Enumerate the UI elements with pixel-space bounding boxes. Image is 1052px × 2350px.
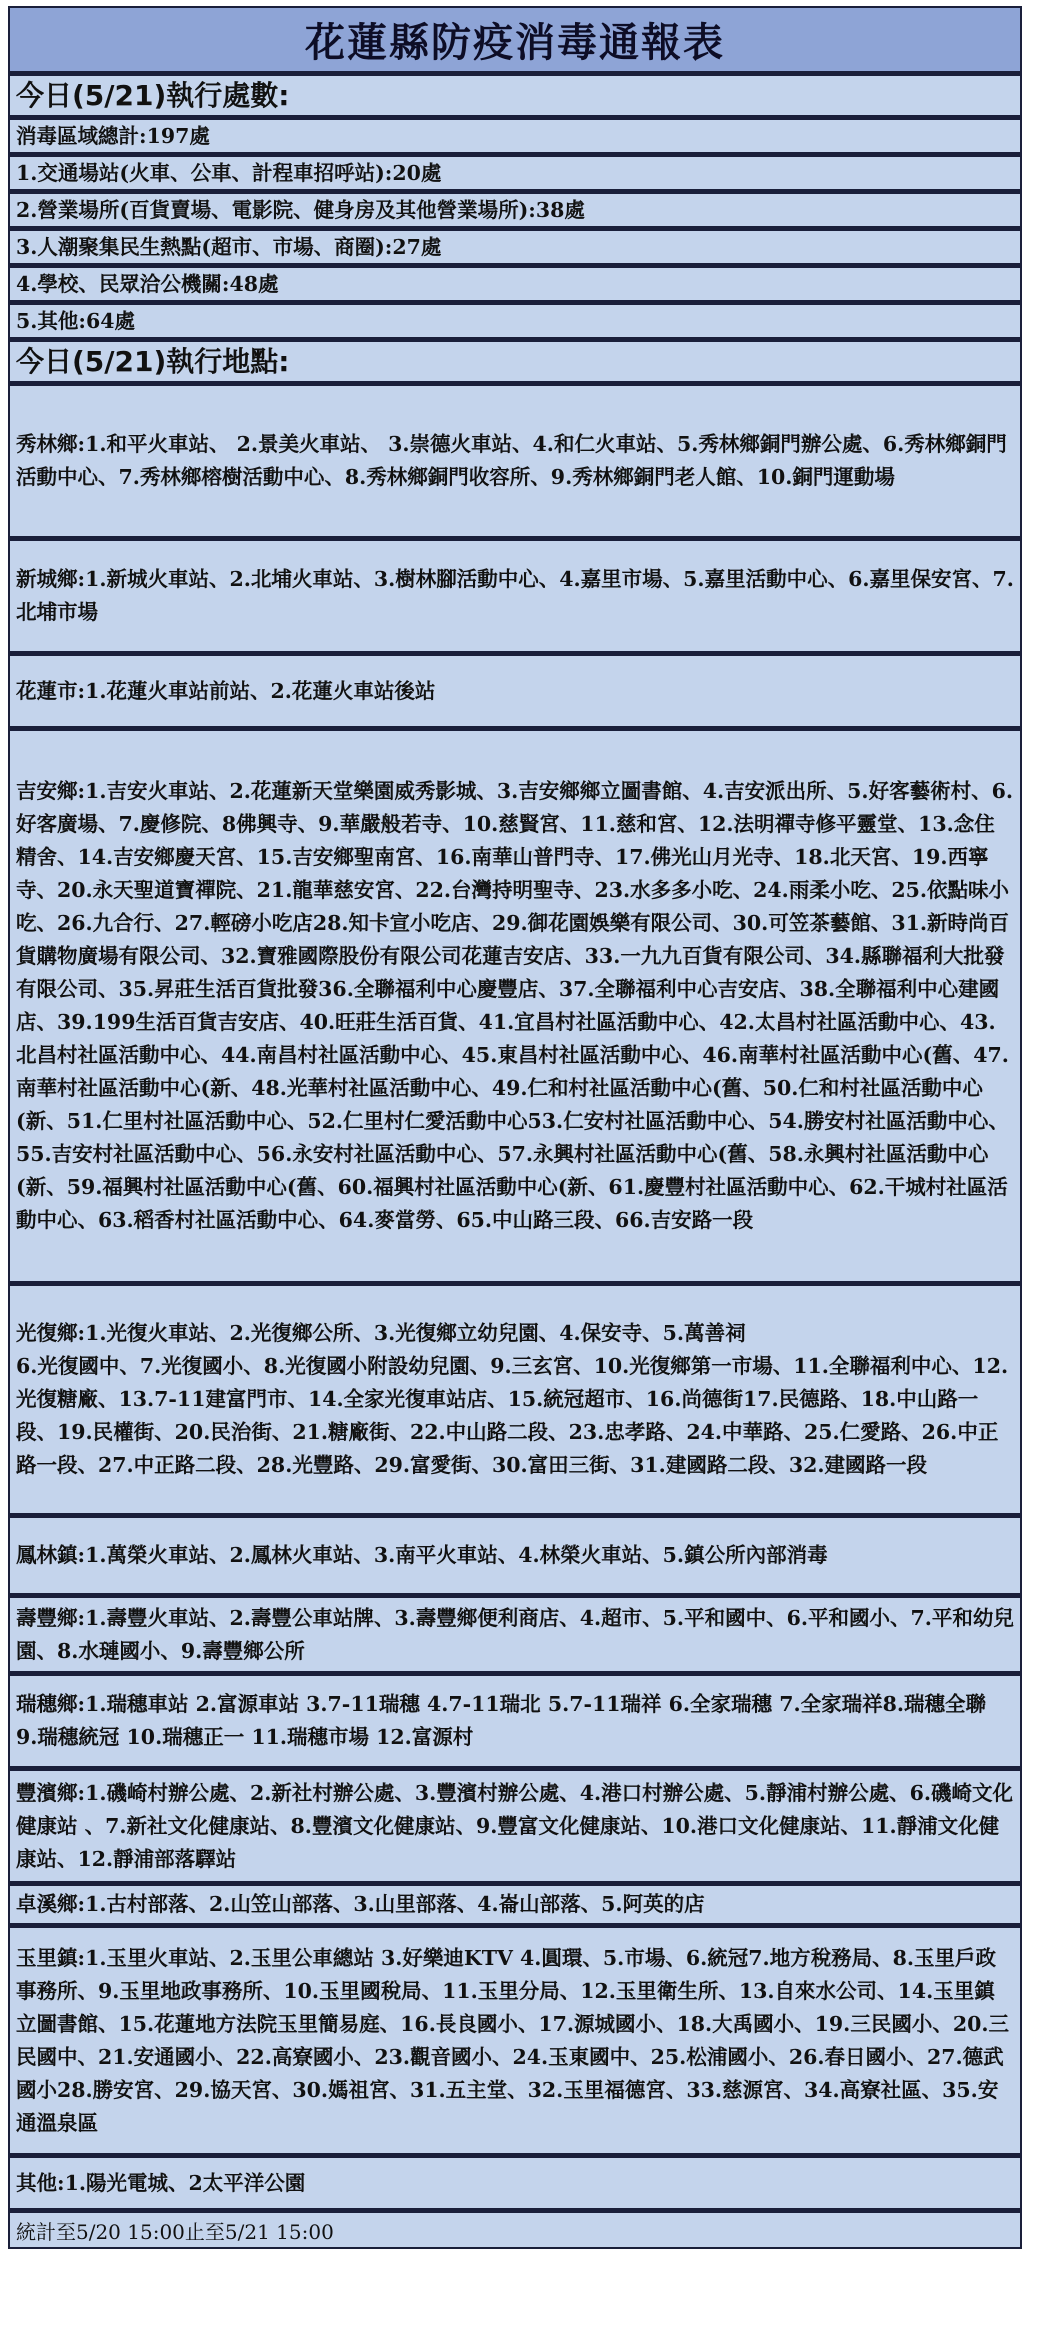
location-jian: [10, 731, 1020, 1286]
location-yuli: [10, 1928, 1020, 2158]
count-other: 5.其他:64處: [10, 305, 1020, 342]
count-total: 消毒區域總計:197處: [10, 120, 1020, 157]
location-fenglin: [10, 1518, 1020, 1598]
report-title: 花蓮縣防疫消毒通報表: [10, 8, 1020, 76]
disinfection-report-table: [8, 6, 1022, 2249]
count-crowd-hotspots: 3.人潮聚集民生熱點(超市、市場、商圈):27處: [10, 231, 1020, 268]
location-heading: 今日(5/21)執行地點:: [10, 342, 1020, 386]
location-text: 鳳林鎮:1.萬榮火車站、2.鳳林火車站、3.南平火車站、4.林榮火車站、5.鎮公所內部消毒: [16, 1543, 828, 1567]
location-text: 玉里鎮:1.玉里火車站、2.玉里公車總站 3.好樂迪KTV 4.圓環、5.市場、6.統冠7.地方稅務局、8.玉里戶政事務所、9.玉里地政事務所、10.玉里國稅局、11.玉里分局、12.玉里衛生所、13.自來水公司、14.玉里鎮立圖書館、15.花蓮地方法院玉里簡易庭、16.長良國小、17.源城國小、18.大禹國小、19.三民國小、20.三民國中、21.安通國小、22.高寮國小、23.觀音國小、24.玉東國中、25.松浦國小、26.春日國小、27.德武國小28.勝安宮、29.協天宮、30.媽祖宮、31.五主堂、32.玉里福德宮、33.慈源宮、34.高寮社區、35.安通溫泉區: [16, 1945, 1009, 2135]
location-shoufeng: [10, 1598, 1020, 1676]
location-text: 其他:1.陽光電城、2太平洋公園: [16, 2170, 306, 2195]
location-text: 豐濱鄉:1.磯崎村辦公處、2.新社村辦公處、3.豐濱村辦公處、4.港口村辦公處、5.靜浦村辦公處、6.磯崎文化健康站 、7.新社文化健康站、8.豐濱文化健康站、9.豐富文化健康站、10.港口文化健康站、11.靜浦文化健康站、12.靜浦部落驛站: [16, 1780, 1013, 1871]
location-text: 新城鄉:1.新城火車站、2.北埔火車站、3.樹林腳活動中心、4.嘉里市場、5.嘉里活動中心、6.嘉里保安宮、7.北埔市場: [16, 567, 1014, 624]
location-ruisui: [10, 1676, 1020, 1771]
location-fengbin: [10, 1771, 1020, 1886]
location-guangfu: [10, 1286, 1020, 1518]
location-text: 花蓮市:1.花蓮火車站前站、2.花蓮火車站後站: [16, 678, 436, 703]
statistics-period-note: 統計至5/20 15:00止至5/21 15:00: [10, 2213, 1020, 2247]
count-business: 2.營業場所(百貨賣場、電影院、健身房及其他營業場所):38處: [10, 194, 1020, 231]
location-text: 壽豐鄉:1.壽豐火車站、2.壽豐公車站牌、3.壽豐鄉便利商店、4.超市、5.平和國中、6.平和國小、7.平和幼兒園、8.水璉國小、9.壽豐鄉公所: [16, 1605, 1014, 1663]
location-text: 吉安鄉:1.吉安火車站、2.花蓮新天堂樂園威秀影城、3.吉安鄉鄉立圖書館、4.吉安派出所、5.好客藝術村、6.好客廣場、7.慶修院、8佛興寺、9.華嚴般若寺、10.慈賢宮、11.慈和宮、12.法明禪寺修平靈堂、13.念住精舍、14.吉安鄉慶天宮、15.吉安鄉聖南宮、16.南華山普門寺、17.佛光山月光寺、18.北天宮、19.西寧寺、20.永天聖道寶禪院、21.龍華慈安宮、22.台灣持明聖寺、23.水多多小吃、24.雨柔小吃、25.依點味小吃、26.九合行、27.輕磅小吃店28.知卡宣小吃店、29.御花園娛樂有限公司、30.可笠茶藝館、31.新時尚百貨購物廣場有限公司、32.寶雅國際股份有限公司花蓮吉安店、33.一九九百貨有限公司、34.縣聯福利大批發有限公司、35.昇莊生活百貨批發36.全聯福利中心慶豐店、37.全聯福利中心吉安店、38.全聯福利中心建國店、39.199生活百貨吉安店、40.旺莊生活百貨、41.宜昌村社區活動中心、42.太昌村社區活動中心、43.北昌村社區活動中心、44.南昌村社區活動中心、45.東昌村社區活動中心、46.南華村社區活動中心(舊、47.南華村社區活動中心(新、48.光華村社區活動中心、49.仁和村社區活動中心(舊、50.仁和村社區活動中心(新、51.仁里村社區活動中心、52.仁里村仁愛活動中心53.仁安村社區活動中心、54.勝安村社區活動中心、55.吉安村社區活動中心、56.永安村社區活動中心、57.永興村社區活動中心(舊、58.永興村社區活動中心(新、59.福興村社區活動中心(舊、60.福興村社區活動中心(新、61.慶豐村社區活動中心、62.干城村社區活動中心、63.稻香村社區活動中心、64.麥當勞、65.中山路三段、66.吉安路一段: [16, 779, 1013, 1232]
count-schools-offices: 4.學校、民眾洽公機關:48處: [10, 268, 1020, 305]
location-xiulin: [10, 386, 1020, 541]
location-hualien-city: [10, 656, 1020, 731]
location-text: 瑞穗鄉:1.瑞穗車站 2.富源車站 3.7-11瑞穗 4.7-11瑞北 5.7-11瑞祥 6.全家瑞穗 7.全家瑞祥8.瑞穗全聯 9.瑞穗統冠 10.瑞穗正一 11.瑞穗市場 12.富源村: [16, 1692, 986, 1749]
location-xincheng: [10, 541, 1020, 656]
count-transport: 1.交通場站(火車、公車、計程車招呼站):20處: [10, 157, 1020, 194]
location-text: 秀林鄉:1.和平火車站、 2.景美火車站、 3.崇德火車站、4.和仁火車站、5.秀林鄉銅門辦公處、6.秀林鄉銅門活動中心、7.秀林鄉榕樹活動中心、8.秀林鄉銅門收容所、9.秀林鄉銅門老人館、10.銅門運動場: [16, 432, 1007, 489]
location-zhuoxi: [10, 1886, 1020, 1928]
location-text: 光復鄉:1.光復火車站、2.光復鄉公所、3.光復鄉立幼兒園、4.保安寺、5.萬善祠 6.光復國中、7.光復國小、8.光復國小附設幼兒園、9.三玄宮、10.光復鄉第一市場、11.全聯福利中心、12.光復糖廠、13.7-11建富門市、14.全家光復車站店、15.統冠超市、16.尚德街17.民德路、18.中山路一段、19.民權街、20.民治街、21.糖廠街、22.中山路二段、23.忠孝路、24.中華路、25.仁愛路、26.中正路一段、27.中正路二段、28.光豐路、29.富愛街、30.富田三街、31.建國路二段、32.建國路一段: [16, 1321, 1009, 1477]
count-heading: 今日(5/21)執行處數:: [10, 76, 1020, 120]
location-text: 卓溪鄉:1.古村部落、2.山笠山部落、3.山里部落、4.崙山部落、5.阿英的店: [16, 1892, 705, 1916]
location-other: [10, 2158, 1020, 2213]
